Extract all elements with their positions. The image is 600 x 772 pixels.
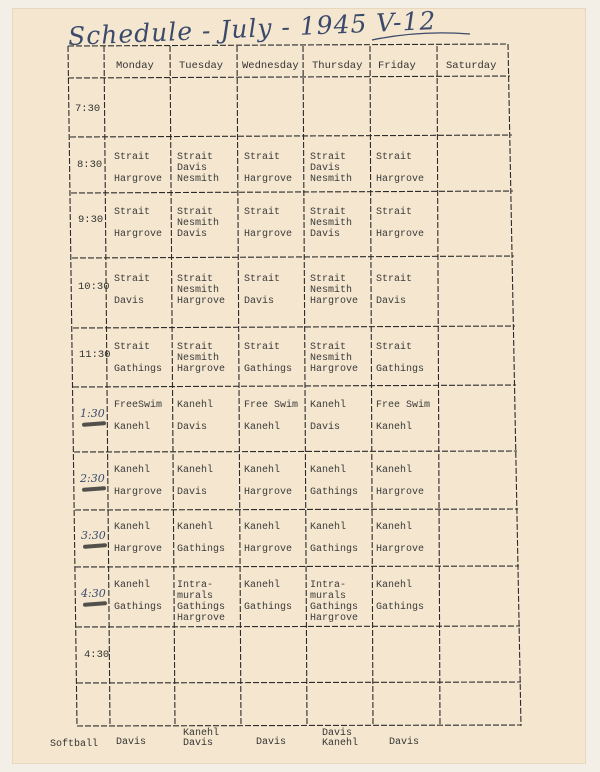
schedule-cell: Intra- murals Gathings Hargrove [177, 580, 226, 624]
schedule-cell: FreeSwim Kanehl [114, 400, 163, 433]
schedule-cell: Strait Hargrove [114, 152, 163, 185]
schedule-cell: Strait Nesmith Davis [177, 207, 220, 240]
schedule-cell: Kanehl Gathings [177, 522, 226, 555]
schedule-cell: Kanehl Davis [177, 400, 214, 433]
schedule-cell: Kanehl Davis [310, 400, 347, 433]
header-saturday: Saturday [446, 60, 497, 72]
footer-cell: Davis [389, 737, 420, 748]
header-friday: Friday [378, 60, 416, 72]
schedule-cell: Kanehl Hargrove [244, 465, 293, 498]
header-tuesday: Tuesday [179, 60, 224, 72]
schedule-cell: Kanehl Hargrove [376, 522, 425, 555]
schedule-cell: Strait Nesmith Hargrove [310, 342, 359, 375]
schedule-cell: Strait Nesmith Hargrove [177, 274, 226, 307]
schedule-cell: Strait Davis [376, 274, 413, 307]
schedule-cell: Strait Hargrove [376, 207, 425, 240]
schedule-cell: Free Swim Kanehl [376, 400, 431, 433]
schedule-cell: Strait Gathings [376, 342, 425, 375]
schedule-cell: Strait Nesmith Davis [310, 207, 353, 240]
schedule-cell: Strait Gathings [244, 342, 293, 375]
header-thursday: Thursday [312, 60, 363, 72]
schedule-cell: Strait Hargrove [244, 207, 293, 240]
footer-cell: Davis [116, 737, 147, 748]
time-label: 9:30 [78, 214, 104, 226]
time-label: 11:30 [79, 349, 111, 361]
schedule-cell: Strait Davis Nesmith [177, 152, 220, 185]
schedule-cell: Kanehl Davis [177, 465, 214, 498]
schedule-cell: Strait Hargrove [376, 152, 425, 185]
schedule-cell: Strait Davis [114, 274, 151, 307]
time-label: 4:30 [84, 649, 110, 661]
footer-cell: Davis [256, 737, 287, 748]
header-wednesday: Wednesday [242, 60, 299, 72]
time-label: 10:30 [78, 281, 110, 293]
schedule-cell: Kanehl Hargrove [114, 522, 163, 555]
schedule-cell: Kanehl Gathings [310, 465, 359, 498]
schedule-cell: Free Swim Kanehl [244, 400, 299, 433]
schedule-cell: Strait Nesmith Hargrove [177, 342, 226, 375]
time-label: 1:30 [80, 407, 105, 420]
time-label: 3:30 [81, 529, 106, 542]
schedule-cell: Kanehl Gathings [310, 522, 359, 555]
schedule-cell: Strait Hargrove [244, 152, 293, 185]
schedule-cell: Kanehl Hargrove [114, 465, 163, 498]
schedule-cell: Strait Hargrove [114, 207, 163, 240]
schedule-cell: Strait Gathings [114, 342, 163, 375]
time-label: 2:30 [80, 472, 105, 485]
header-monday: Monday [116, 60, 154, 72]
footer-cell: Davis Kanehl [322, 728, 359, 749]
footer-cell: Kanehl Davis [183, 728, 220, 749]
schedule-cell: Kanehl Gathings [114, 580, 163, 613]
schedule-cell: Kanehl Gathings [244, 580, 293, 613]
time-label: 4:30 [81, 587, 106, 600]
schedule-cell: Intra- murals Gathings Hargrove [310, 580, 359, 624]
schedule-title: Schedule - July - 1945 V-12 [67, 5, 437, 52]
schedule-cell: Kanehl Hargrove [376, 465, 425, 498]
footer-label-softball: Softball [50, 739, 99, 750]
schedule-cell: Strait Davis Nesmith [310, 152, 353, 185]
schedule-cell: Kanehl Gathings [376, 580, 425, 613]
schedule-cell: Strait Nesmith Hargrove [310, 274, 359, 307]
time-label: 8:30 [77, 159, 103, 171]
schedule-cell: Kanehl Hargrove [244, 522, 293, 555]
time-label: 7:30 [75, 103, 101, 115]
schedule-cell: Strait Davis [244, 274, 281, 307]
